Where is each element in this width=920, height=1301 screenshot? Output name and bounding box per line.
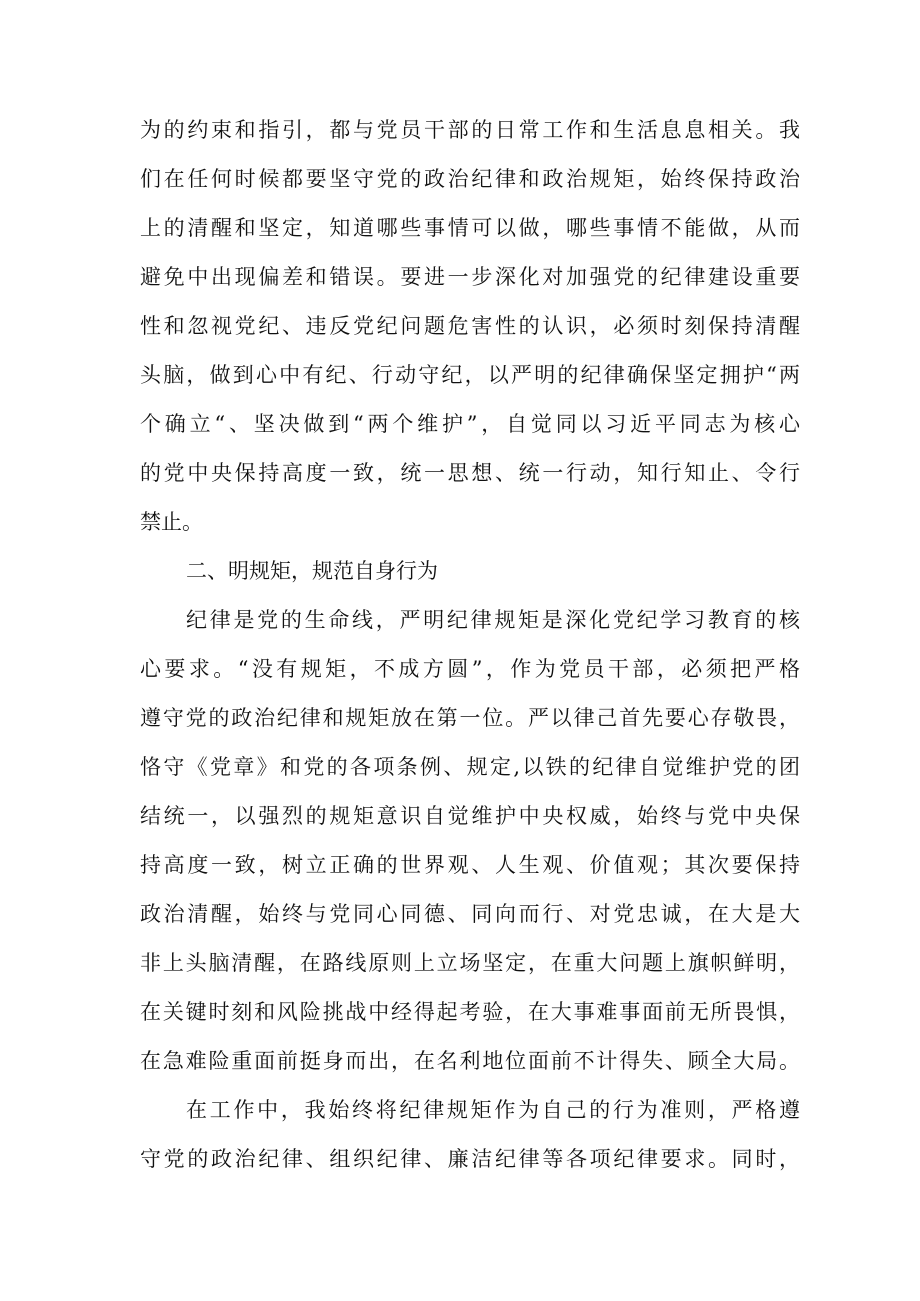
paragraph-line: 们在任何时候都要坚守党的政治纪律和政治规矩，始终保持政治 — [140, 167, 800, 191]
paragraph-line: 在关键时刻和风险挑战中经得起考验，在大事难事面前无所畏惧， — [140, 1000, 800, 1024]
paragraph-line: 政治清醒，始终与党同心同德、同向而行、对党忠诚，在大是大 — [140, 902, 800, 926]
paragraph-line: 守党的政治纪律、组织纪律、廉洁纪律等各项纪律要求。同时， — [140, 1147, 800, 1171]
paragraph-line: 心要求。“没有规矩，不成方圆”，作为党员干部，必须把严格 — [140, 657, 800, 681]
paragraph-line: 的党中央保持高度一致，统一思想、统一行动，知行知止、令行 — [140, 461, 800, 485]
paragraph-line: 上的清醒和坚定，知道哪些事情可以做，哪些事情不能做，从而 — [140, 216, 800, 240]
document-body — [140, 106, 800, 1184]
paragraph-line: 为的约束和指引，都与党员干部的日常工作和生活息息相关。我 — [140, 118, 800, 142]
paragraph-first-line: 在工作中，我始终将纪律规矩作为自己的行为准则，严格遵 — [186, 1098, 800, 1122]
paragraph-last-line: 禁止。 — [140, 510, 203, 534]
paragraph-line: 个确立“、坚决做到“两个维护”，自觉同以习近平同志为核心 — [140, 412, 800, 436]
paragraph-line: 遵守党的政治纪律和规矩放在第一位。严以律己首先要心存敬畏， — [140, 706, 800, 730]
paragraph-line: 避免中出现偏差和错误。要进一步深化对加强党的纪律建设重要 — [140, 265, 800, 289]
paragraph-line: 头脑，做到心中有纪、行动守纪，以严明的纪律确保坚定拥护“两 — [140, 363, 800, 387]
paragraph-first-line: 纪律是党的生命线，严明纪律规矩是深化党纪学习教育的核 — [186, 608, 800, 632]
section-heading: 二、明规矩，规范自身行为 — [186, 559, 438, 583]
paragraph-last-line: 在急难险重面前挺身而出，在名利地位面前不计得失、顾全大局。 — [140, 1049, 800, 1073]
paragraph-line: 非上头脑清醒，在路线原则上立场坚定，在重大问题上旗帜鲜明， — [140, 951, 800, 975]
paragraph-line: 恪守《党章》和党的各项条例、规定,以铁的纪律自觉维护党的团 — [140, 755, 800, 779]
paragraph-line: 性和忽视党纪、违反党纪问题危害性的认识，必须时刻保持清醒 — [140, 314, 800, 338]
paragraph-line: 结统一，以强烈的规矩意识自觉维护中央权威，始终与党中央保 — [140, 804, 800, 828]
paragraph-line: 持高度一致，树立正确的世界观、人生观、价值观；其次要保持 — [140, 853, 800, 877]
